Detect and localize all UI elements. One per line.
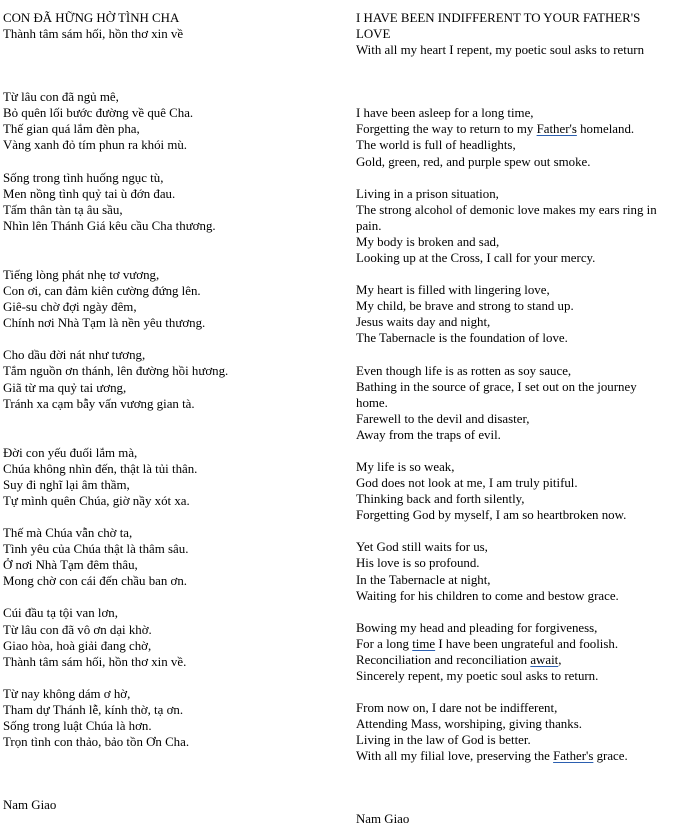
- vietnamese-poem: [3, 10, 338, 813]
- spellcheck-underlined-word: await: [530, 652, 559, 667]
- stanza: [3, 605, 338, 669]
- verse-line: Chính nơi Nhà Tạm là nền yêu thương.: [3, 316, 206, 331]
- stanza: [356, 186, 671, 266]
- verse-line: Forgetting the way to return to my Father's homeland.: [356, 122, 635, 137]
- verse-line: The Tabernacle is the foundation of love.: [356, 331, 568, 346]
- verse-line: Forgetting God by myself, I am so heartbroken now.: [356, 508, 627, 523]
- verse-line: For a long time I have been ungrateful and foolish.: [356, 636, 619, 651]
- verse-line: Bathing in the source of grace, I set out on the journey home.: [356, 379, 637, 410]
- verse-line: In the Tabernacle at night,: [356, 572, 491, 587]
- verse-line: Thành tâm sám hối, hồn thơ xin về.: [3, 654, 187, 669]
- verse-line: Tham dự Thánh lễ, kính thờ, tạ ơn.: [3, 702, 184, 717]
- verse-line: Suy đi nghĩ lại âm thầm,: [3, 477, 130, 492]
- verse-line: Đời con yếu đuối lắm mà,: [3, 445, 138, 460]
- verse-line: Even though life is as rotten as soy sauce,: [356, 363, 572, 378]
- verse-line: His love is so profound.: [356, 556, 480, 571]
- stanza: [356, 363, 671, 443]
- stanza: [3, 686, 338, 750]
- verse-line: Từ nay không dám ơ hờ,: [3, 686, 131, 701]
- verse-line: Reconciliation and reconciliation await,: [356, 652, 562, 667]
- verse-line: Looking up at the Cross, I call for your mercy.: [356, 251, 596, 266]
- verse-line: Từ lâu con đã vô ơn dại khờ.: [3, 622, 152, 637]
- verse-line: Tình yêu của Chúa thật là thâm sâu.: [3, 542, 189, 557]
- verse-line: With all my filial love, preserving the Father's grace.: [356, 749, 628, 764]
- stanza: [356, 282, 671, 346]
- verse-line: Farewell to the devil and disaster,: [356, 411, 530, 426]
- verse-line: My life is so weak,: [356, 459, 455, 474]
- verse-line: Living in a prison situation,: [356, 186, 499, 201]
- verse-line: Thế gian quá lắm đèn pha,: [3, 122, 140, 137]
- author-name: Nam Giao: [356, 812, 410, 827]
- verse-line: Tắm nguồn ơn thánh, lên đường hồi hương.: [3, 364, 229, 379]
- poem-title: CON ĐÃ HỮNG HỜ TÌNH CHA: [3, 11, 180, 25]
- stanza: [356, 105, 671, 169]
- verse-line: My body is broken and sad,: [356, 234, 500, 249]
- stanza: [3, 170, 338, 234]
- spellcheck-underlined-word: Father's: [553, 749, 594, 764]
- verse-line: Tự mình quên Chúa, giờ nầy xót xa.: [3, 493, 190, 508]
- stanza: [356, 539, 671, 603]
- verse-line: Nhìn lên Thánh Giá kêu cầu Cha thương.: [3, 218, 216, 233]
- english-poem: [356, 10, 671, 828]
- poem-title: I HAVE BEEN INDIFFERENT TO YOUR FATHER'S LOVE: [356, 11, 641, 42]
- verse-line: Sống trong tình huống ngục tù,: [3, 170, 164, 185]
- verse-line: Attending Mass, worshiping, giving thanks.: [356, 717, 582, 732]
- stanza: [356, 459, 671, 523]
- stanza: [356, 700, 671, 764]
- spellcheck-underlined-word: time: [412, 636, 436, 651]
- verse-line: Tiếng lòng phát nhẹ tơ vương,: [3, 267, 160, 282]
- verse-line: From now on, I dare not be indifferent,: [356, 701, 558, 716]
- author-name: Nam Giao: [3, 798, 57, 813]
- verse-line: Con ơi, can đảm kiên cường đứng lên.: [3, 284, 201, 299]
- stanza: [3, 445, 338, 509]
- verse-line: Yet God still waits for us,: [356, 540, 488, 555]
- stanza: [3, 347, 338, 411]
- stanza: [3, 89, 338, 153]
- verse-line: Men nồng tình quỷ tai ù đớn đau.: [3, 186, 176, 201]
- verse-line: My heart is filled with lingering love,: [356, 283, 550, 298]
- verse-line: Sống trong luật Chúa là hơn.: [3, 719, 152, 733]
- verse-line: Vàng xanh đỏ tím phun ra khói mù.: [3, 138, 188, 153]
- verse-line: God does not look at me, I am truly pitiful.: [356, 476, 578, 491]
- verse-line: Cúi đầu tạ tội van lơn,: [3, 606, 118, 621]
- verse-line: Jesus waits day and night,: [356, 315, 491, 330]
- verse-line: The strong alcohol of demonic love makes my ears ring in pain.: [356, 202, 657, 233]
- verse-line: Living in the law of God is better.: [356, 733, 531, 748]
- poem-subtitle: With all my heart I repent, my poetic soul asks to return: [356, 43, 645, 58]
- verse-line: Giê-su chờ đợi ngày đêm,: [3, 300, 137, 315]
- stanza: [3, 525, 338, 589]
- verse-line: Trọn tình con thảo, bảo tồn Ơn Cha.: [3, 735, 190, 750]
- verse-line: Ở nơi Nhà Tạm đêm thâu,: [3, 558, 138, 573]
- verse-line: Giao hòa, hoà giải đang chờ,: [3, 638, 152, 653]
- verse-line: I have been asleep for a long time,: [356, 106, 534, 121]
- verse-line: Away from the traps of evil.: [356, 427, 501, 442]
- verse-line: Mong chờ con cái đến chầu ban ơn.: [3, 574, 188, 589]
- verse-line: Thế mà Chúa vẫn chờ ta,: [3, 526, 133, 541]
- verse-line: Tránh xa cạm bẫy vấn vương gian tà.: [3, 396, 195, 411]
- stanza: [356, 620, 671, 684]
- verse-line: Gold, green, red, and purple spew out smoke.: [356, 154, 591, 169]
- verse-line: My child, be brave and strong to stand up.: [356, 299, 574, 314]
- spellcheck-underlined-word: Father's: [536, 122, 577, 137]
- verse-line: Thinking back and forth silently,: [356, 492, 525, 507]
- verse-line: Bowing my head and pleading for forgiveness,: [356, 620, 598, 635]
- verse-line: Waiting for his children to come and bestow grace.: [356, 588, 619, 603]
- verse-line: Chúa không nhìn đến, thật là tủi thân.: [3, 461, 198, 476]
- verse-line: Cho dầu đời nát như tương,: [3, 348, 146, 363]
- verse-line: Bỏ quên lối bước đường về quê Cha.: [3, 106, 194, 121]
- verse-line: Từ lâu con đã ngủ mê,: [3, 90, 119, 105]
- verse-line: Sincerely repent, my poetic soul asks to return.: [356, 669, 599, 683]
- stanza: [3, 267, 338, 331]
- verse-line: Tấm thân tàn tạ âu sầu,: [3, 202, 123, 217]
- verse-line: Giã từ ma quỷ tai ương,: [3, 380, 127, 395]
- poem-subtitle: Thành tâm sám hối, hồn thơ xin về: [3, 27, 184, 42]
- verse-line: The world is full of headlights,: [356, 138, 516, 153]
